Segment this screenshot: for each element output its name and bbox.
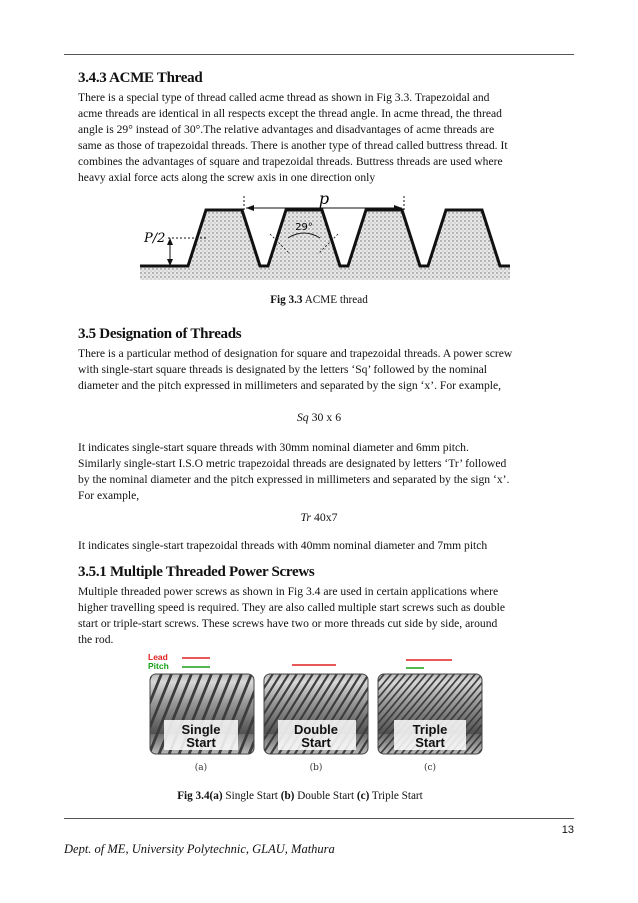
half-pitch-label: P/2 <box>144 231 166 246</box>
acme-line-3: angle is 29° instead of 30°.The relative advantages and disadvantages of acme threads are <box>78 123 495 136</box>
example-sq-value: 30 x 6 <box>311 410 342 424</box>
fig33-caption-number: Fig 3.3 <box>270 294 303 306</box>
multiple-start-screws-figure <box>148 654 488 780</box>
pitch-label-fig34: Pitch <box>148 661 169 671</box>
fig33-caption <box>78 294 560 306</box>
multiple-line-3: start or triple-start screws. These screws have two or more threads cut side by side, around <box>78 617 498 630</box>
example-tr-value: 40x7 <box>313 510 338 524</box>
screw-triple-start <box>378 674 482 773</box>
fig33-caption-text: ACME thread <box>304 294 368 306</box>
angle-label: 29° <box>295 222 313 233</box>
heading-designation: 3.5 Designation of Threads <box>78 326 242 342</box>
footer-text: Dept. of ME, University Polytechnic, GLAU, Mathura <box>64 842 335 856</box>
acme-line-6: heavy axial force acts along the screw axis in one direction only <box>78 171 376 184</box>
acme-line-4: same as those of trapezoidal threads. There is another type of thread called buttress thread. It <box>78 139 508 152</box>
multiple-line-1: Multiple threaded power screws as shown in Fig 3.4 are used in certain applications where <box>78 585 499 598</box>
screw-single-start <box>150 674 254 773</box>
acme-line-1: There is a special type of thread called acme thread as shown in Fig 3.3. Trapezoidal and <box>78 91 490 104</box>
pitch-label: p <box>318 189 330 208</box>
designation-p2-line-2: Similarly single-start I.S.O metric trapezoidal threads are designated by letters ‘Tr’ followed <box>78 457 507 470</box>
designation-p1-line-1: There is a particular method of designation for square and trapezoidal threads. A power screw <box>78 347 513 360</box>
fig34-caption-b-text: Double Start <box>294 790 357 802</box>
heading-multiple-threaded: 3.5.1 Multiple Threaded Power Screws <box>78 564 315 580</box>
designation-p2-line-1: It indicates single-start square threads with 30mm nominal diameter and 6mm pitch. <box>78 441 469 454</box>
single-sub-label: (a) <box>194 763 208 773</box>
header-rule <box>64 54 574 55</box>
example-square-thread <box>78 410 560 425</box>
fig34-caption-c-text: Triple Start <box>369 790 423 802</box>
triple-label-line2: Start <box>415 735 445 750</box>
page-number: 13 <box>561 824 574 836</box>
pitch-arrow-left-icon <box>246 205 254 211</box>
example-trapezoidal-thread <box>78 510 560 525</box>
designation-p2-line-3: by the nominal diameter and the pitch expressed in millimeters and separated by the sign ‘x’. <box>78 473 510 486</box>
footer-rule <box>64 818 574 819</box>
designation-p1-line-2: with single-start square threads is designated by the letters ‘Sq’ followed by the nominal <box>78 363 488 376</box>
double-label-line1: Double <box>293 722 339 737</box>
example-tr-symbol: Tr <box>300 510 311 524</box>
designation-p2-line-4: For example, <box>78 489 140 502</box>
designation-p1-line-3: diameter and the pitch expressed in millimeters and separated by the sign ‘x’. For example, <box>78 379 502 392</box>
example-sq-symbol: Sq <box>296 410 309 424</box>
heading-acme-thread: 3.4.3 ACME Thread <box>78 70 203 86</box>
fig34-caption-a: Fig 3.4(a) <box>177 790 223 802</box>
multiple-line-4: the rod. <box>78 633 114 646</box>
triple-label-line1: Triple <box>412 722 448 737</box>
fig34-caption-b: (b) <box>280 790 295 802</box>
fig34-caption-c: (c) <box>356 790 370 802</box>
acme-line-2: acme threads are identical in all respects except the thread angle. In acme thread, the thread <box>78 107 502 120</box>
single-label-line2: Start <box>186 735 216 750</box>
designation-p3: It indicates single-start trapezoidal threads with 40mm nominal diameter and 7mm pitch <box>78 539 488 552</box>
multiple-line-2: higher travelling speed is required. They are also called multiple start screws such as double <box>78 601 506 614</box>
acme-line-5: combines the advantages of square and trapezoidal threads. Buttress threads are used where <box>78 155 503 168</box>
acme-thread-figure <box>140 188 510 280</box>
double-label-line2: Start <box>301 735 331 750</box>
double-sub-label: (b) <box>309 763 323 773</box>
fig34-caption <box>90 790 510 802</box>
single-label-line1: Single <box>181 722 221 737</box>
fig34-caption-a-text: Single Start <box>222 790 281 802</box>
lead-label: Lead <box>148 654 168 662</box>
screw-double-start <box>264 674 368 773</box>
triple-sub-label: (c) <box>423 763 437 773</box>
half-pitch-arrow-up-icon <box>167 238 173 245</box>
